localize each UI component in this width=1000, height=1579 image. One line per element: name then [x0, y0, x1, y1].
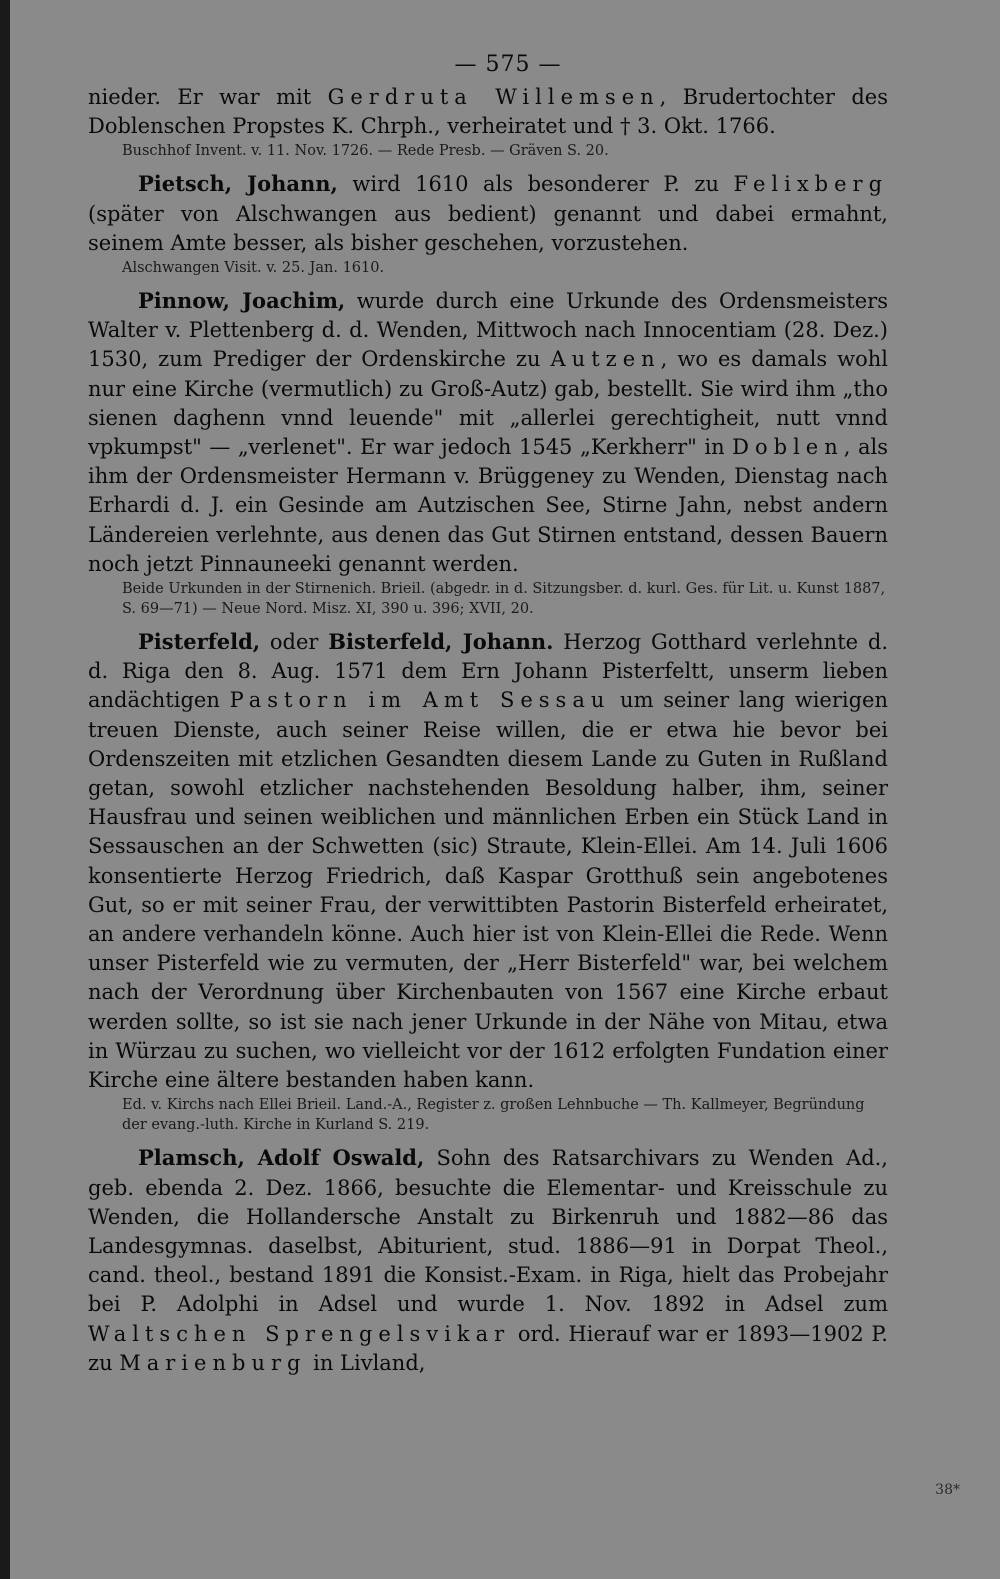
entry-name: Plamsch, Adolf Oswald, — [138, 1145, 425, 1171]
sheet-signature: 38* — [935, 1482, 960, 1498]
entry-name: Pisterfeld, — [138, 629, 261, 655]
entry-name-variant: Bisterfeld, Johann. — [328, 629, 554, 655]
entry-pisterfeld: Pisterfeld, oder Bisterfeld, Johann. Herzog Gotthard verlehnte d. d. Riga den 8. Aug. 1571 dem Ern Johann Pisterfeltt, unserm lieben andächtigen Pastorn im Amt Sessau um seiner lang wierigen treuen Dienste, auch seiner Reise willen, die er etwa hie bevor bei Ordenszeiten mit etzlichen Gesandten diesem Lande zu Guten in Rußland getan, sowohl etzlicher nachstehenden Besoldung halber, ihm, seiner Hausfrau und seinen weiblichen und männlichen Erben ein Stück Land in Sessauschen an der Schwetten (sic) Straute, Klein-Ellei. Am 14. Juli 1606 konsentierte Herzog Friedrich, daß Kaspar Grotthuß sein angebotenes Gut, so er mit seiner Frau, der verwittibten Pastorin Bisterfeld erheiratet, an andere verhandeln könne. Auch hier ist von Klein-Ellei die Rede. Wenn unser Pisterfeld wie zu vermuten, der „Herr Bisterfeld" war, bei welchem nach der Verordnung über Kirchenbauten von 1567 eine Kirche erbaut werden sollte, so ist sie nach jener Urkunde in der Nähe von Mitau, etwa in Würzau zu suchen, wo vielleicht vor der 1612 erfolgten Fundation einer Kirche eine ältere bestanden haben kann. — [88, 629, 889, 1093]
source-note: Alschwangen Visit. v. 25. Jan. 1610. — [122, 260, 385, 277]
continuation-paragraph: nieder. Er war mit Gerdruta Willemsen, Brudertochter des Doblenschen Propstes K. Chrph., verheiratet und † 3. Okt. 1766. — [88, 85, 888, 139]
spaced-place: Doblen — [732, 435, 844, 460]
source-note: Beide Urkunden in der Stirnenich. Brieil. (abgedr. in d. Sitzungsber. d. kurl. Ges. für Lit. u. Kunst 1887, S. 69—71) — Neue Nord. Misz. XI, 390 u. 396; XVII, 20. — [122, 581, 886, 618]
entry-name: Pinnow, Joachim, — [138, 288, 346, 314]
source-note: Buschhof Invent. v. 11. Nov. 1726. — Rede Presb. — Gräven S. 20. — [122, 143, 609, 160]
spaced-place: Marienburg — [119, 1350, 307, 1375]
spaced-name: Gerdruta Willemsen — [327, 85, 660, 109]
source-note: Ed. v. Kirchs nach Ellei Brieil. Land.-A., Register z. großen Lehnbuche — Th. Kallmeyer, Begründung der evang.-luth. Kirche in Kurland S. 219. — [122, 1097, 865, 1134]
page-number: — 575 — — [454, 52, 562, 77]
spaced-place: Felixberg — [733, 172, 889, 197]
page-binding-edge — [0, 0, 10, 1579]
document-page — [88, 52, 888, 1378]
spaced-title: Waltschen Sprengelsvikar — [88, 1321, 511, 1346]
spaced-place: Autzen — [550, 347, 661, 372]
entry-name: Pietsch, Johann, — [138, 171, 338, 197]
entry-plamsch: Plamsch, Adolf Oswald, Sohn des Ratsarchivars zu Wenden Ad., geb. ebenda 2. Dez. 1866, besuchte die Elementar- und Kreisschule zu Wenden, die Hollandersche Anstalt zu Birkenruh und 1882—86 das Landesgymnas. daselbst, Abiturient, stud. 1886—91 in Dorpat Theol., cand. theol., bestand 1891 die Konsist.-Exam. in Riga, hielt das Probejahr bei P. Adolphi in Adsel und wurde 1. Nov. 1892 in Adsel zum Waltschen Sprengelsvikar ord. Hierauf war er 1893—1902 P. zu Marienburg in Livland, — [88, 1145, 888, 1375]
entry-pinnow: Pinnow, Joachim, wurde durch eine Urkunde des Ordensmeisters Walter v. Plettenberg d. d. Wenden, Mittwoch nach Innocentiam (28. Dez.) 1530, zum Prediger der Ordenskirche zu Autzen, wo es damals wohl nur eine Kirche (vermutlich) zu Groß-Autz) gab, bestellt. Sie wird ihm „tho sienen daghenn vnnd leuende" mit „allerlei gerechtigheit, nutt vnnd vpkumpst" — „verlenet". Er war jedoch 1545 „Kerkherr" in Doblen, als ihm der Ordensmeister Hermann v. Brüggeney zu Wenden, Dienstag nach Erhardi d. J. ein Gesinde am Autzischen See, Stirne Jahn, nebst andern Ländereien verlehnte, aus denen das Gut Stirnen entstand, dessen Bauern noch jetzt Pinnauneeki genannt werden. — [88, 288, 888, 576]
spaced-phrase: Pastorn im Amt Sessau — [229, 688, 611, 713]
entry-pietsch: Pietsch, Johann, wird 1610 als besonderer P. zu Felixberg (später von Alschwangen aus bedient) genannt und dabei ermahnt, seinem Amte besser, als bisher geschehen, vorzustehen. — [88, 171, 889, 255]
